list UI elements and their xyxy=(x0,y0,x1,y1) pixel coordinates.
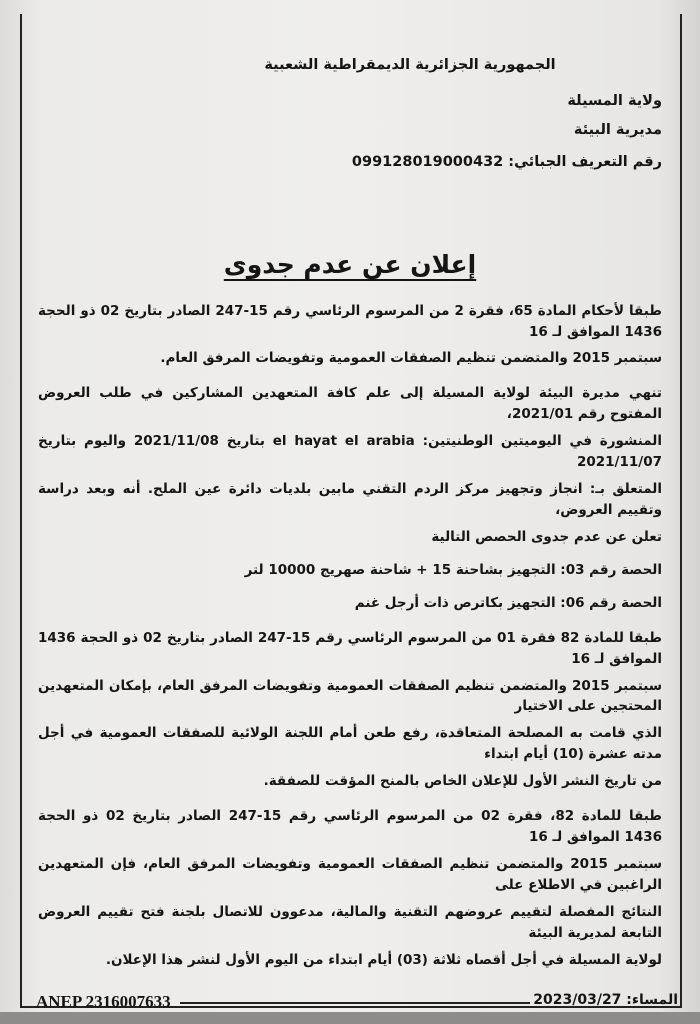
body-line: النتائج المفصلة لتقييم عروضهم التقنية والمالية، مدعوون للاتصال بلجنة فتح تقييم العروض التابعة لمديرية البيئة xyxy=(38,903,662,941)
anep-number: ANEP 2316007633 xyxy=(36,992,171,1011)
body-line: المتعلق بـ: انجاز وتجهيز مركز الردم التقني مابين بلديات دائرة عين الملح. أنه وبعد دراسة وتقييم العروض، xyxy=(38,481,662,518)
body-line: المنشورة في اليوميتين الوطنيتين: el hayat el arabia بتاريخ 2021/11/08 واليوم بتاريخ 2021/11/07 xyxy=(38,433,662,471)
body-line: من تاريخ النشر الأول للإعلان الخاص بالمنح المؤقت للصفقة. xyxy=(263,773,662,790)
page-edge xyxy=(0,1012,700,1024)
directorate-name: مديرية البيئة xyxy=(573,121,662,138)
body-line: الذي قامت به المصلحة المتعاقدة، رفع طعن أمام اللجنة الولائية للصفقات العمومية في أجل مدته عشرة (10) أيام ابتداء xyxy=(38,725,662,763)
body-line: سبتمبر 2015 والمتضمن تنظيم الصفقات العمومية وتفويضات المرفق العام. xyxy=(160,350,662,367)
body-line: سبتمبر 2015 والمتضمن تنظيم الصفقات العمومية وتفويضات المرفق العام، فإن المتعهدين الراغبين في الاطلاع على xyxy=(38,855,662,893)
body-line: طبقا لأحكام المادة 65، فقرة 2 من المرسوم الرئاسي رقم 15-247 الصادر بتاريخ 02 ذو الحجة 1436 الموافق لـ 16 xyxy=(38,302,662,340)
footer-rule xyxy=(180,1002,530,1004)
body-line: طبقا للمادة 82 فقرة 01 من المرسوم الرئاسي رقم 15-247 الصادر بتاريخ 02 ذو الحجة 1436 الموافق لـ 16 xyxy=(38,629,662,667)
lot-06: الحصة رقم 06: التجهيز بكاترص ذات أرجل غنم xyxy=(354,594,662,611)
republic-heading: الجمهورية الجزائرية الديمقراطية الشعبية xyxy=(264,57,556,73)
body-line: تعلن عن عدم جدوى الحصص التالية xyxy=(431,528,662,545)
body-line: طبقا للمادة 82، فقرة 02 من المرسوم الرئاسي رقم 15-247 الصادر بتاريخ 02 ذو الحجة 1436 الموافق لـ 16 xyxy=(38,808,663,846)
announcement-body xyxy=(38,54,662,977)
tax-id: رقم التعريف الجبائي: 099128019000432 xyxy=(351,154,662,171)
wilaya-name: ولاية المسيلة xyxy=(567,93,662,110)
body-line: لولاية المسيلة في أجل أقصاه ثلاثة (03) أيام ابتداء من اليوم الأول لنشر هذا الإعلان. xyxy=(105,951,662,968)
body-line: سبتمبر 2015 والمتضمن تنظيم الصفقات العمومية وتفويضات المرفق العام، بإمكان المتعهدين المحتجين على الاختيار xyxy=(38,677,662,715)
publication-date: المساء: 2023/03/27 xyxy=(533,992,678,1008)
announcement-title: إعلان عن عدم جدوى xyxy=(223,249,477,279)
lot-03: الحصة رقم 03: التجهيز بشاحنة 15 + شاحنة صهريج 10000 لتر xyxy=(244,561,662,578)
body-line: تنهي مديرة البيئة لولاية المسيلة إلى علم كافة المتعهدين المشاركين في طلب العروض المفتوح رقم 2021/01، xyxy=(38,385,662,423)
